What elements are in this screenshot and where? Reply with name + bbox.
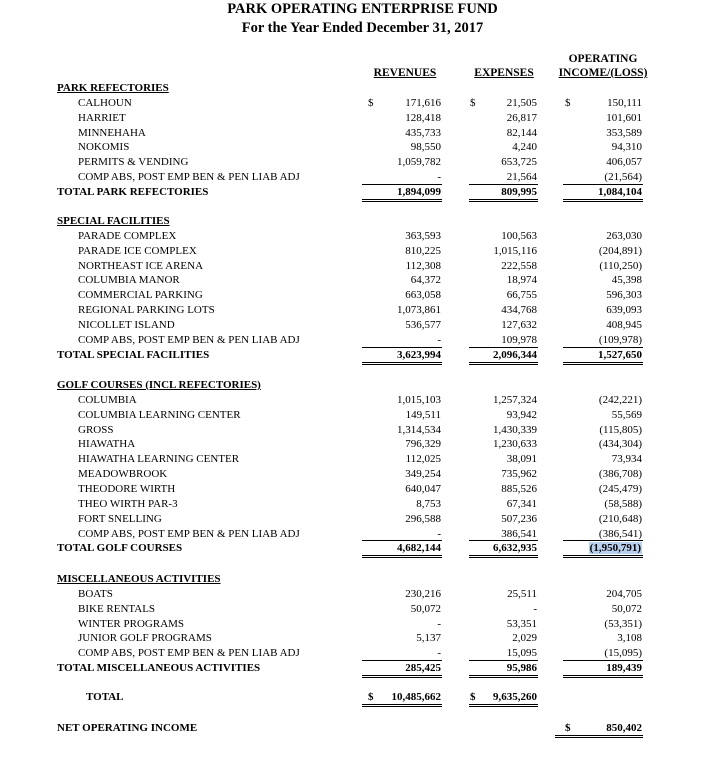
revenues-header: REVENUES: [373, 67, 437, 79]
line-item: [0, 273, 725, 288]
line-item-inc: 408,945: [606, 318, 642, 331]
line-item-label: NORTHEAST ICE ARENA: [78, 259, 204, 272]
line-item-inc: (242,221): [598, 393, 642, 406]
line-item-exp: 653,725: [501, 156, 537, 169]
line-item-label: BIKE RENTALS: [78, 602, 156, 615]
line-item-inc: (210,648): [598, 512, 642, 525]
line-item-exp: 66,755: [506, 289, 537, 302]
line-item: [0, 303, 725, 318]
line-item: [0, 393, 725, 408]
line-item: [0, 452, 725, 467]
line-item-inc: (110,250): [599, 259, 642, 272]
line-item-rev: 230,216: [405, 587, 441, 600]
line-item-inc: (15,095): [604, 647, 642, 660]
line-item-inc: 406,057: [606, 156, 642, 169]
line-item-exp: 109,978: [501, 333, 537, 346]
line-item: [0, 170, 725, 185]
line-item-label: MEADOWBROOK: [78, 468, 168, 481]
line-item-label: WINTER PROGRAMS: [78, 617, 185, 630]
line-item: [0, 631, 725, 646]
line-item-exp: 18,974: [506, 274, 537, 287]
line-item-label: REGIONAL PARKING LOTS: [78, 304, 215, 317]
line-item-exp: 127,632: [501, 318, 537, 331]
section-header: [0, 572, 725, 587]
line-item-inc: (386,541): [598, 527, 642, 540]
line-item-exp: -: [533, 602, 537, 615]
section-total-exp: 6,632,935: [493, 542, 537, 555]
line-item-inc: (58,588): [604, 497, 642, 510]
line-item-label: HIAWATHA: [78, 438, 136, 451]
line-item-exp: 4,240: [512, 141, 537, 154]
line-item-inc: 45,398: [611, 274, 642, 287]
line-item-label: MINNEHAHA: [78, 126, 146, 139]
line-item-inc: 639,093: [606, 304, 642, 317]
line-item-rev: 1,059,782: [397, 156, 441, 169]
line-item-label: PERMITS & VENDING: [78, 156, 189, 169]
line-item: [0, 126, 725, 141]
section-total: [0, 185, 725, 200]
line-item-exp: 82,144: [506, 126, 537, 139]
section-total-exp: 2,096,344: [493, 348, 537, 361]
line-item-rev: 796,329: [405, 438, 441, 451]
line-item: [0, 259, 725, 274]
line-item-label: FORT SNELLING: [78, 512, 162, 525]
line-item: [0, 229, 725, 244]
report-subtitle: For the Year Ended December 31, 2017: [241, 20, 484, 36]
line-item-label: GROSS: [78, 423, 114, 436]
line-item-rev: -: [437, 527, 441, 540]
line-item: [0, 333, 725, 348]
line-item: [0, 408, 725, 423]
line-item-inc: (115,805): [599, 423, 642, 436]
line-item-exp: 93,942: [506, 408, 537, 421]
section-total-label: TOTAL MISCELLANEOUS ACTIVITIES: [57, 662, 261, 675]
line-item-inc: 263,030: [606, 229, 642, 242]
line-item-label: CALHOUN: [78, 96, 132, 109]
line-item-rev: 128,418: [405, 111, 441, 124]
line-item-rev: -: [437, 617, 441, 630]
line-item: [0, 497, 725, 512]
line-item-rev: 1,314,534: [397, 423, 441, 436]
line-item-inc: 50,072: [611, 602, 642, 615]
line-item: [0, 512, 725, 527]
line-item-inc: (21,564): [604, 171, 642, 184]
section-total-rev: 4,682,144: [397, 542, 441, 555]
line-item-label: COMMERCIAL PARKING: [78, 289, 203, 302]
line-item-label: NICOLLET ISLAND: [78, 318, 175, 331]
net-operating-income-inc: 850,402: [606, 722, 642, 734]
line-item-exp: 507,236: [501, 512, 537, 525]
section-header: [0, 214, 725, 229]
section-total: [0, 541, 725, 556]
line-item-label: COMP ABS, POST EMP BEN & PEN LIAB ADJ: [78, 171, 300, 184]
section-total-exp: 95,986: [506, 662, 537, 675]
line-item-label: THEODORE WIRTH: [78, 482, 176, 495]
line-item-label: COMP ABS, POST EMP BEN & PEN LIAB ADJ: [78, 527, 300, 540]
line-item: [0, 587, 725, 602]
line-item-exp: 222,558: [501, 259, 537, 272]
grand-revenue-dollar-sign: $: [368, 691, 374, 703]
section-header: [0, 81, 725, 96]
section-total-inc: 1,084,104: [598, 185, 642, 198]
line-item: [0, 111, 725, 126]
line-item-rev: 112,025: [405, 453, 441, 466]
line-item-rev: 149,511: [405, 408, 441, 421]
section-total-label: TOTAL PARK REFECTORIES: [57, 185, 209, 198]
line-item-exp: 735,962: [501, 468, 537, 481]
line-item-inc: 3,108: [617, 632, 642, 645]
line-item-exp: 2,029: [512, 632, 537, 645]
income-dollar-sign: $: [565, 96, 571, 109]
line-item-label: COMP ABS, POST EMP BEN & PEN LIAB ADJ: [78, 647, 300, 660]
line-item-rev: 50,072: [410, 602, 441, 615]
section-total: [0, 348, 725, 363]
section-total-rev: 1,894,099: [397, 185, 441, 198]
line-item-label: COLUMBIA LEARNING CENTER: [78, 408, 241, 421]
line-item-inc: 150,111: [607, 96, 642, 109]
line-item-label: JUNIOR GOLF PROGRAMS: [78, 632, 212, 645]
net-operating-income-label: NET OPERATING INCOME: [57, 722, 198, 734]
line-item-rev: -: [437, 171, 441, 184]
line-item-inc: 94,310: [611, 141, 642, 154]
line-item: [0, 437, 725, 452]
grand-exp-double-rule: [469, 704, 538, 707]
line-item-exp: 386,541: [501, 527, 537, 540]
line-item-inc: 596,303: [606, 289, 642, 302]
line-item: [0, 646, 725, 661]
line-item-rev: 112,308: [405, 259, 441, 272]
grand-total-exp: 9,635,260: [493, 691, 537, 703]
line-item-exp: 25,511: [507, 587, 537, 600]
grand-expense-dollar: [0, 690, 725, 705]
line-item-label: COLUMBIA MANOR: [78, 274, 180, 287]
line-item-rev: 363,593: [405, 229, 441, 242]
line-item-rev: 64,372: [410, 274, 441, 287]
net-double-rule: [555, 735, 643, 738]
line-item-inc: (109,978): [598, 333, 642, 346]
line-item-rev: 1,015,103: [397, 393, 441, 406]
revenue-dollar-sign: $: [368, 96, 374, 109]
line-item-exp: 21,505: [506, 96, 537, 109]
section-total-inc: [589, 541, 642, 556]
grand-expense-dollar-sign: $: [470, 691, 476, 703]
line-item-inc: 204,705: [606, 587, 642, 600]
income-dollar: [0, 96, 725, 111]
section-total-label: TOTAL SPECIAL FACILITIES: [57, 348, 210, 361]
net-income-dollar-sign: $: [565, 722, 571, 734]
line-item-inc: 73,934: [611, 453, 642, 466]
section-header-label: SPECIAL FACILITIES: [57, 215, 170, 227]
line-item-rev: 5,137: [416, 632, 441, 645]
line-item-inc: (386,708): [598, 468, 642, 481]
line-item-inc: (434,304): [598, 438, 642, 451]
line-item-exp: 21,564: [506, 171, 537, 184]
section-header-label: GOLF COURSES (INCL REFECTORIES): [57, 379, 261, 391]
line-item-exp: 1,430,339: [493, 423, 537, 436]
line-item-exp: 15,095: [506, 647, 537, 660]
line-item-rev: 349,254: [405, 468, 441, 481]
line-item-label: PARADE COMPLEX: [78, 229, 177, 242]
line-item-rev: -: [437, 647, 441, 660]
net-income-dollar: [0, 721, 725, 736]
line-item-exp: 1,230,633: [493, 438, 537, 451]
line-item-rev: 640,047: [405, 482, 441, 495]
line-item-inc: (204,891): [598, 244, 642, 257]
line-item-label: PARADE ICE COMPLEX: [78, 244, 197, 257]
highlighted-value[interactable]: (1,950,791): [589, 542, 641, 555]
line-item: [0, 244, 725, 259]
income-header-line1: OPERATING: [568, 53, 638, 65]
line-item-exp: 1,015,116: [493, 244, 537, 257]
line-item-rev: 171,616: [405, 96, 441, 109]
section-header-label: PARK REFECTORIES: [57, 82, 169, 94]
line-item-label: COLUMBIA: [78, 393, 137, 406]
line-item-rev: -: [437, 333, 441, 346]
line-item-label: THEO WIRTH PAR-3: [78, 497, 178, 510]
line-item-exp: 53,351: [506, 617, 537, 630]
line-item-rev: 1,073,861: [397, 304, 441, 317]
line-item-rev: 8,753: [416, 497, 441, 510]
section-total-rev: 3,623,994: [397, 348, 441, 361]
line-item-rev: 435,733: [405, 126, 441, 139]
line-item-exp: 434,768: [501, 304, 537, 317]
line-item-exp: 67,341: [506, 497, 537, 510]
section-header: [0, 378, 725, 393]
line-item-label: BOATS: [78, 587, 113, 600]
line-item: [0, 155, 725, 170]
line-item-exp: 100,563: [501, 229, 537, 242]
line-item: [0, 527, 725, 542]
grand-total-rev: 10,485,662: [391, 691, 441, 703]
grand-rev-double-rule: [362, 704, 442, 707]
line-item-exp: 38,091: [506, 453, 537, 466]
section-total-inc: 189,439: [606, 662, 642, 675]
line-item-exp: 26,817: [506, 111, 537, 124]
line-item-label: HIAWATHA LEARNING CENTER: [78, 453, 240, 466]
expenses-header: EXPENSES: [474, 67, 534, 79]
line-item: [0, 602, 725, 617]
line-item: [0, 318, 725, 333]
section-total-exp: 809,995: [501, 185, 537, 198]
section-total: [0, 661, 725, 676]
line-item: [0, 423, 725, 438]
line-item-rev: 98,550: [410, 141, 441, 154]
section-total-rev: 285,425: [405, 662, 441, 675]
section-total-inc: 1,527,650: [598, 348, 642, 361]
grand-total-label: TOTAL: [86, 691, 124, 703]
line-item-inc: 101,601: [606, 111, 642, 124]
line-item-rev: 536,577: [405, 318, 441, 331]
income-header-line2: INCOME/(LOSS): [558, 67, 648, 79]
line-item: [0, 140, 725, 155]
line-item: [0, 482, 725, 497]
line-item-label: HARRIET: [78, 111, 126, 124]
section-total-label: TOTAL GOLF COURSES: [57, 542, 183, 555]
line-item-label: NOKOMIS: [78, 141, 130, 154]
section-header-label: MISCELLANEOUS ACTIVITIES: [57, 573, 221, 585]
line-item-inc: (245,479): [598, 482, 642, 495]
report-title: PARK OPERATING ENTERPRISE FUND: [227, 1, 498, 17]
line-item-exp: 1,257,324: [493, 393, 537, 406]
line-item-inc: 55,569: [611, 408, 642, 421]
line-item-rev: 296,588: [405, 512, 441, 525]
line-item-exp: 885,526: [501, 482, 537, 495]
line-item-rev: 663,058: [405, 289, 441, 302]
line-item-inc: (53,351): [604, 617, 642, 630]
line-item-label: COMP ABS, POST EMP BEN & PEN LIAB ADJ: [78, 333, 300, 346]
line-item: [0, 617, 725, 632]
line-item: [0, 467, 725, 482]
line-item-rev: 810,225: [405, 244, 441, 257]
line-item: [0, 288, 725, 303]
expense-dollar-sign: $: [470, 96, 476, 109]
line-item-inc: 353,589: [606, 126, 642, 139]
